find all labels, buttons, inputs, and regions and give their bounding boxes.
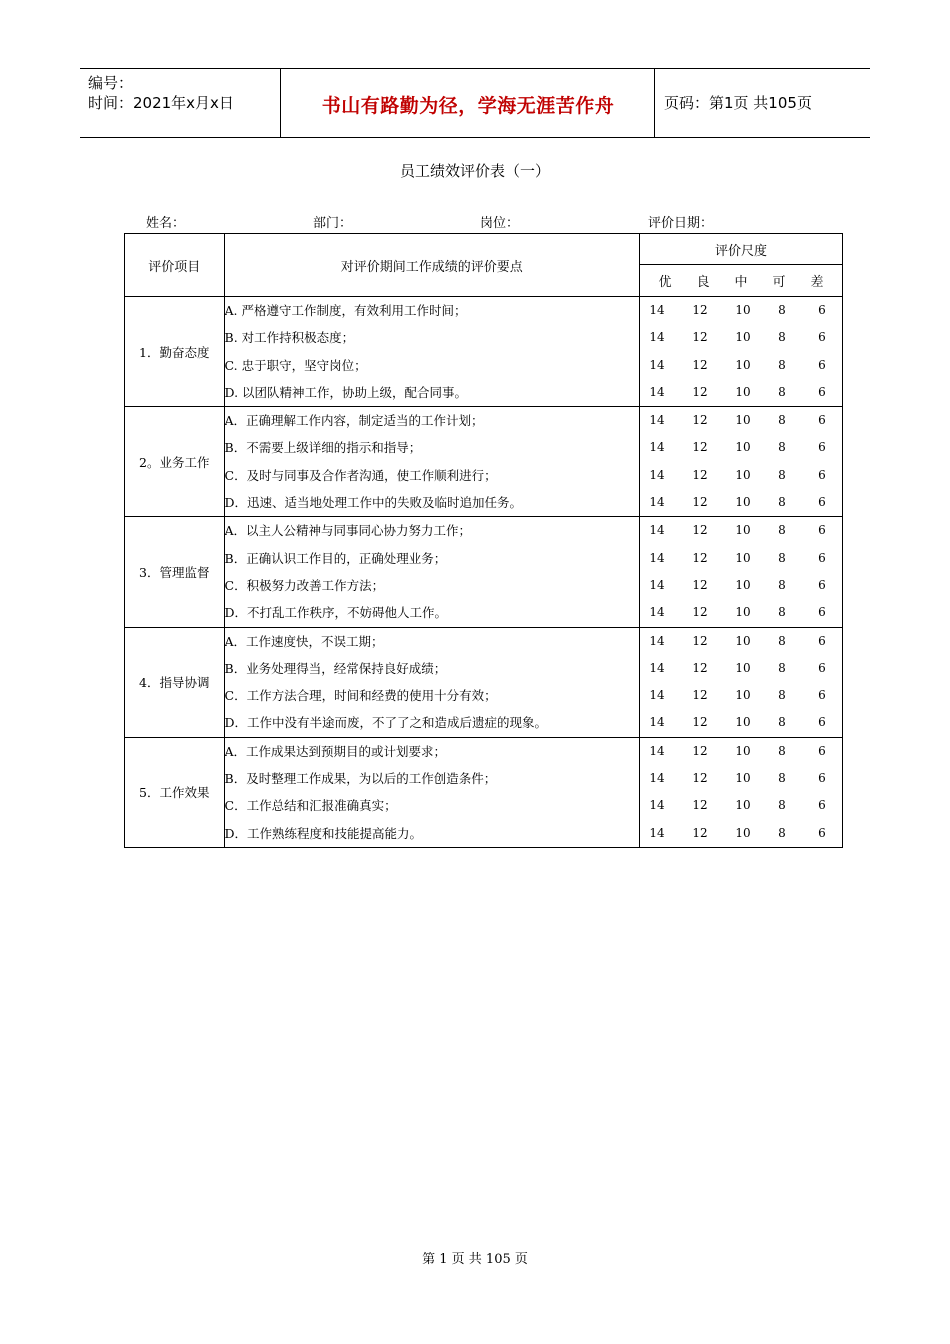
category-name: 5．工作效果 (125, 737, 225, 847)
col-header-item: 评价项目 (125, 234, 225, 297)
score-value: 10 (735, 633, 751, 648)
score-value: 12 (692, 413, 708, 428)
score-value: 10 (735, 303, 751, 317)
score-row (640, 462, 842, 489)
category-name: 3．管理监督 (125, 517, 225, 627)
page-header (80, 68, 870, 138)
score-value: 8 (778, 715, 786, 730)
criteria-list (224, 407, 639, 517)
score-column (639, 627, 842, 737)
score-value: 6 (818, 495, 826, 510)
score-value: 8 (778, 523, 786, 538)
score-column (639, 737, 842, 847)
score-value: 8 (778, 413, 786, 428)
score-value: 6 (818, 743, 826, 758)
serial-label: 编号： (88, 74, 134, 92)
score-value: 10 (735, 413, 751, 428)
score-row (640, 517, 842, 544)
score-value: 8 (778, 495, 786, 510)
score-value: 12 (692, 330, 708, 345)
score-row (640, 407, 842, 434)
score-value: 6 (818, 550, 826, 565)
score-value: 8 (778, 550, 786, 565)
score-value: 6 (818, 633, 826, 648)
score-value: 14 (649, 523, 665, 538)
date-label: 评价日期： (648, 216, 714, 231)
criteria-item: A．以主人公精神与同事同心协力努力工作； (224, 523, 472, 539)
document-title: 员工绩效评价表（一） (399, 162, 550, 180)
score-value: 8 (778, 303, 786, 317)
score-column (639, 297, 842, 407)
score-value: 14 (649, 825, 665, 840)
score-value: 6 (818, 660, 826, 675)
score-value: 10 (735, 330, 751, 345)
score-value: 8 (778, 771, 786, 786)
criteria-item: A．工作速度快，不误工期； (224, 633, 384, 649)
score-row (640, 738, 842, 765)
score-value: 6 (818, 825, 826, 840)
score-value: 10 (735, 357, 751, 372)
score-value: 6 (818, 303, 826, 317)
score-value: 8 (778, 330, 786, 345)
criteria-item: D．工作中没有半途而废，不了了之和造成后遗症的现象。 (224, 715, 548, 731)
table-row (125, 737, 843, 847)
score-value: 8 (778, 660, 786, 675)
evaluation-table (124, 233, 843, 848)
score-value: 14 (649, 550, 665, 565)
header-motto: 书山有路勤为径，学海无涯苦作舟 (321, 95, 615, 117)
category-name: 4．指导协调 (125, 627, 225, 737)
score-value: 10 (735, 825, 751, 840)
score-value: 8 (778, 743, 786, 758)
score-value: 12 (692, 577, 708, 592)
scale-label: 优 (658, 275, 672, 290)
score-value: 12 (692, 825, 708, 840)
score-value: 6 (818, 523, 826, 538)
criteria-list (224, 517, 639, 627)
score-row (640, 489, 842, 516)
score-value: 14 (649, 633, 665, 648)
score-value: 8 (778, 633, 786, 648)
header-divider (654, 69, 655, 137)
score-value: 10 (735, 523, 751, 538)
criteria-item: B．及时整理工作成果，为以后的工作创造条件； (224, 771, 497, 787)
score-value: 6 (818, 771, 826, 786)
criteria-item: B. 对工作持积极态度； (224, 330, 355, 346)
score-value: 12 (692, 715, 708, 730)
score-value: 10 (735, 467, 751, 482)
score-row (640, 545, 842, 572)
post-label: 岗位： (480, 216, 520, 231)
criteria-item: C．工作方法合理，时间和经费的使用十分有效； (224, 688, 497, 704)
score-row (640, 599, 842, 626)
score-row (640, 628, 842, 655)
score-value: 10 (735, 384, 751, 399)
score-value: 14 (649, 715, 665, 730)
score-row (640, 352, 842, 379)
name-label: 姓名： (146, 216, 186, 231)
header-divider (280, 69, 281, 137)
score-row (640, 655, 842, 682)
table-row (125, 297, 843, 407)
score-row (640, 324, 842, 351)
score-value: 8 (778, 825, 786, 840)
criteria-item: B．不需要上级详细的指示和指导； (224, 440, 422, 456)
criteria-item: B．正确认识工作目的，正确处理业务； (224, 550, 447, 566)
score-value: 10 (735, 605, 751, 620)
score-value: 10 (735, 688, 751, 703)
score-value: 8 (778, 577, 786, 592)
table-row (125, 407, 843, 517)
score-row (640, 379, 842, 406)
criteria-list (224, 627, 639, 737)
score-value: 6 (818, 798, 826, 813)
criteria-item: C. 忠于职守，坚守岗位； (224, 357, 367, 373)
score-value: 12 (692, 384, 708, 399)
scale-label: 可 (772, 275, 786, 290)
score-value: 12 (692, 357, 708, 372)
score-value: 14 (649, 357, 665, 372)
header-page-info: 页码：第1页 共105页 (664, 94, 812, 112)
criteria-list (224, 297, 639, 407)
score-value: 10 (735, 660, 751, 675)
score-value: 6 (818, 467, 826, 482)
score-value: 10 (735, 495, 751, 510)
score-value: 14 (649, 413, 665, 428)
score-value: 6 (818, 688, 826, 703)
score-value: 12 (692, 467, 708, 482)
scale-header-row (639, 265, 842, 297)
criteria-item: C．工作总结和汇报准确真实； (224, 798, 397, 814)
score-row (640, 572, 842, 599)
score-row (640, 792, 842, 819)
score-value: 14 (649, 577, 665, 592)
score-value: 14 (649, 743, 665, 758)
score-column (639, 517, 842, 627)
score-value: 10 (735, 715, 751, 730)
score-row (640, 709, 842, 736)
criteria-item: B．业务处理得当，经常保持良好成绩； (224, 660, 447, 676)
dept-label: 部门： (313, 216, 353, 231)
score-value: 12 (692, 550, 708, 565)
score-value: 14 (649, 605, 665, 620)
score-value: 12 (692, 771, 708, 786)
score-value: 14 (649, 660, 665, 675)
score-value: 14 (649, 771, 665, 786)
score-value: 12 (692, 688, 708, 703)
col-header-scale: 评价尺度 (639, 234, 842, 265)
criteria-item: D. 以团队精神工作，协助上级，配合同事。 (224, 384, 468, 400)
score-value: 8 (778, 798, 786, 813)
score-value: 10 (735, 550, 751, 565)
score-value: 10 (735, 577, 751, 592)
criteria-item: A．正确理解工作内容，制定适当的工作计划； (224, 413, 484, 429)
score-value: 14 (649, 384, 665, 399)
score-value: 12 (692, 798, 708, 813)
page-footer: 第 1 页 共 105 页 (422, 1252, 528, 1267)
score-value: 10 (735, 440, 751, 455)
criteria-item: C．积极努力改善工作方法； (224, 577, 385, 593)
score-value: 12 (692, 605, 708, 620)
score-value: 8 (778, 467, 786, 482)
score-value: 10 (735, 798, 751, 813)
score-value: 6 (818, 577, 826, 592)
score-value: 6 (818, 413, 826, 428)
score-row (640, 297, 842, 324)
category-name: 1．勤奋态度 (125, 297, 225, 407)
criteria-item: D．迅速、适当地处理工作中的失败及临时追加任务。 (224, 495, 523, 511)
score-value: 12 (692, 440, 708, 455)
score-value: 6 (818, 330, 826, 345)
header-meta (88, 73, 234, 113)
score-value: 12 (692, 633, 708, 648)
criteria-list (224, 737, 639, 847)
scale-label: 差 (810, 275, 824, 290)
score-value: 12 (692, 523, 708, 538)
score-value: 6 (818, 384, 826, 399)
scale-label: 中 (734, 275, 748, 290)
score-value: 14 (649, 303, 665, 317)
criteria-item: D．不打乱工作秩序，不妨碍他人工作。 (224, 605, 448, 621)
criteria-item: A. 严格遵守工作制度，有效利用工作时间； (224, 303, 467, 318)
score-value: 10 (735, 771, 751, 786)
score-value: 6 (818, 357, 826, 372)
score-value: 12 (692, 743, 708, 758)
time-label: 时间：2021年x月x日 (88, 94, 234, 112)
score-row (640, 434, 842, 461)
score-value: 14 (649, 798, 665, 813)
score-value: 6 (818, 715, 826, 730)
score-value: 12 (692, 303, 708, 317)
table-row (125, 517, 843, 627)
score-column (639, 407, 842, 517)
score-value: 8 (778, 605, 786, 620)
score-value: 8 (778, 440, 786, 455)
score-row (640, 765, 842, 792)
category-name: 2。业务工作 (125, 407, 225, 517)
scale-label: 良 (696, 275, 710, 290)
criteria-item: C．及时与同事及合作者沟通，使工作顺利进行； (224, 467, 497, 483)
col-header-points: 对评价期间工作成绩的评价要点 (224, 234, 639, 297)
score-value: 14 (649, 440, 665, 455)
score-row (640, 682, 842, 709)
score-value: 8 (778, 688, 786, 703)
score-value: 6 (818, 440, 826, 455)
score-value: 8 (778, 384, 786, 399)
score-value: 12 (692, 660, 708, 675)
score-row (640, 820, 842, 847)
score-value: 14 (649, 495, 665, 510)
score-value: 12 (692, 495, 708, 510)
score-value: 14 (649, 688, 665, 703)
score-value: 10 (735, 743, 751, 758)
table-row (125, 627, 843, 737)
score-value: 14 (649, 330, 665, 345)
score-value: 6 (818, 605, 826, 620)
score-value: 8 (778, 357, 786, 372)
criteria-item: A．工作成果达到预期目的或计划要求； (224, 743, 447, 759)
score-value: 14 (649, 467, 665, 482)
criteria-item: D．工作熟练程度和技能提高能力。 (224, 825, 423, 841)
